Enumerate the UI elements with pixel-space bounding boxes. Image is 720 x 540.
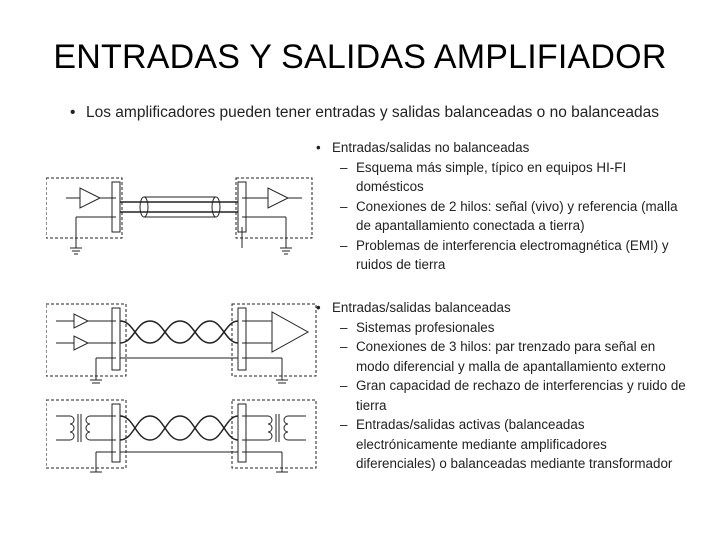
unbalanced-heading: • Entradas/salidas no balanceadas (316, 140, 530, 155)
driver-minus-symbol (74, 336, 88, 350)
balanced-heading: • Entradas/salidas balanceadas (316, 300, 511, 315)
scanned-figure (38, 100, 688, 480)
driver-plus-symbol (74, 314, 88, 328)
output-connector (112, 182, 120, 232)
twisted-wire-a (120, 416, 238, 440)
load-enclosure (232, 400, 316, 468)
main-bullet (70, 104, 659, 122)
unbalanced-section (316, 138, 686, 275)
bullet-marker: • (70, 104, 76, 121)
balanced-electronic-diagram (46, 300, 318, 386)
load-primary-coil (268, 416, 272, 440)
balanced-item: – Entradas/salidas activas (balanceadas electrónicamente mediante amplificadores diferenciales) o balanceadas mediante transformador (340, 417, 673, 471)
input-amplifier-symbol (268, 188, 288, 208)
twisted-wire-a (120, 321, 238, 343)
load-enclosure (232, 304, 316, 376)
input-connector (238, 404, 246, 462)
slide-title: ENTRADAS Y SALIDAS AMPLIFIADOR (53, 38, 667, 76)
differential-amplifier-symbol (272, 312, 308, 352)
source-enclosure (46, 304, 126, 376)
unbalanced-item: – Problemas de interferencia electromagnética (EMI) y ruidos de tierra (340, 237, 669, 272)
source-primary-coil (70, 416, 74, 440)
output-amplifier-symbol (80, 188, 100, 208)
unbalanced-item: – Esquema más simple, típico en equipos HI-FI domésticos (340, 159, 627, 194)
balanced-item: – Conexiones de 3 hilos: par trenzado para señal en modo diferencial y malla de apantallamiento externo (340, 339, 666, 374)
balanced-item: – Gran capacidad de rechazo de interferencias y ruido de tierra (340, 378, 686, 413)
balanced-transformer-diagram (46, 396, 318, 478)
unbalanced-connection-diagram (46, 172, 318, 262)
load-enclosure (236, 178, 312, 238)
output-connector (112, 308, 120, 370)
source-enclosure (46, 178, 122, 238)
twisted-wire-b (120, 321, 238, 343)
output-connector (112, 404, 120, 462)
unbalanced-item: – Conexiones de 2 hilos: señal (vivo) y referencia (malla de apantallamiento conectada a tierra) (340, 198, 678, 233)
source-secondary-coil (86, 416, 90, 440)
twisted-wire-b (120, 416, 238, 440)
load-secondary-coil (284, 416, 288, 440)
balanced-section (316, 298, 686, 474)
balanced-item: – Sistemas profesionales (340, 319, 495, 335)
main-bullet-text: Los amplificadores pueden tener entradas y salidas balanceadas o no balanceadas (86, 104, 660, 121)
input-connector (238, 308, 246, 370)
input-connector (238, 182, 246, 232)
